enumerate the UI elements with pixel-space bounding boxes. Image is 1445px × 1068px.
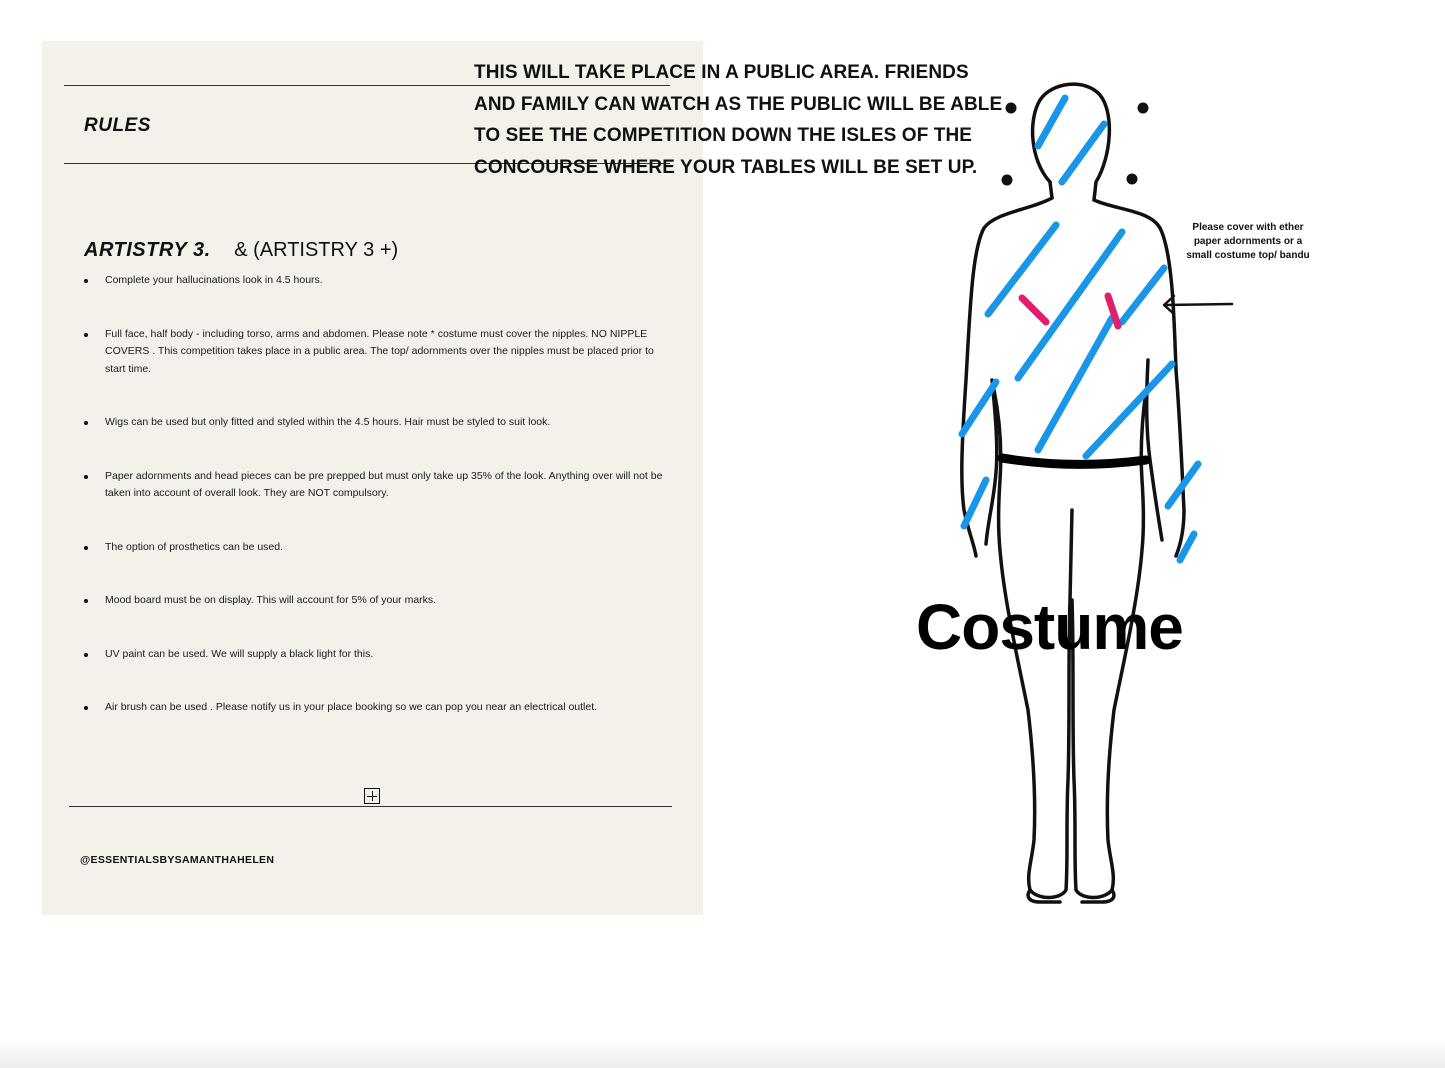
page-title: RULES (84, 115, 151, 136)
body-outline-figure (910, 60, 1330, 920)
social-handle: @ESSENTIALSBYSAMANTHAHELEN (80, 854, 275, 866)
costume-diagram (910, 60, 1330, 920)
artistry-subtitle: & (ARTISTRY 3 +) (234, 239, 399, 261)
expand-icon[interactable] (364, 788, 380, 804)
rule-item: Mood board must be on display. This will account for 5% of your marks. (104, 592, 664, 610)
cover-callout: Please cover with ether paper adornments or a small costume top/ bandu (1186, 222, 1310, 261)
artistry-heading (84, 239, 398, 262)
window-bottom-edge (0, 1038, 1445, 1068)
rule-item: Wigs can be used but only fitted and styled within the 4.5 hours. Hair must be styled to suit look. (104, 414, 664, 432)
costume-label: Costume (916, 591, 1183, 663)
rule-item: The option of prosthetics can be used. (104, 539, 664, 557)
rule-item: Air brush can be used . Please notify us in your place booking so we can pop you near an electrical outlet. (104, 699, 664, 717)
rule-item: Paper adornments and head pieces can be pre prepped but must only take up 35% of the look. Anything over will not be taken into account of overall look. They are NOT compulsory. (104, 468, 664, 503)
rule-item: UV paint can be used. We will supply a black light for this. (104, 646, 664, 664)
footer-rule (69, 806, 672, 807)
rule-item: Complete your hallucinations look in 4.5 hours. (104, 272, 664, 290)
public-area-notice: THIS WILL TAKE PLACE IN A PUBLIC AREA. FRIENDS AND FAMILY CAN WATCH AS THE PUBLIC WILL BE ABLE TO SEE THE COMPETITION DOWN THE ISLES OF THE CONCOURSE WHERE YOUR TABLES WILL BE SET UP. (474, 62, 1003, 178)
rule-item: Full face, half body - including torso, arms and abdomen. Please note * costume must cover the nipples. NO NIPPLE COVERS . This competition takes place in a public area. The top/ adornments over the nipples must be placed prior to start time. (104, 326, 664, 379)
artistry-title: ARTISTRY 3. (84, 239, 211, 261)
rules-list (104, 272, 664, 753)
